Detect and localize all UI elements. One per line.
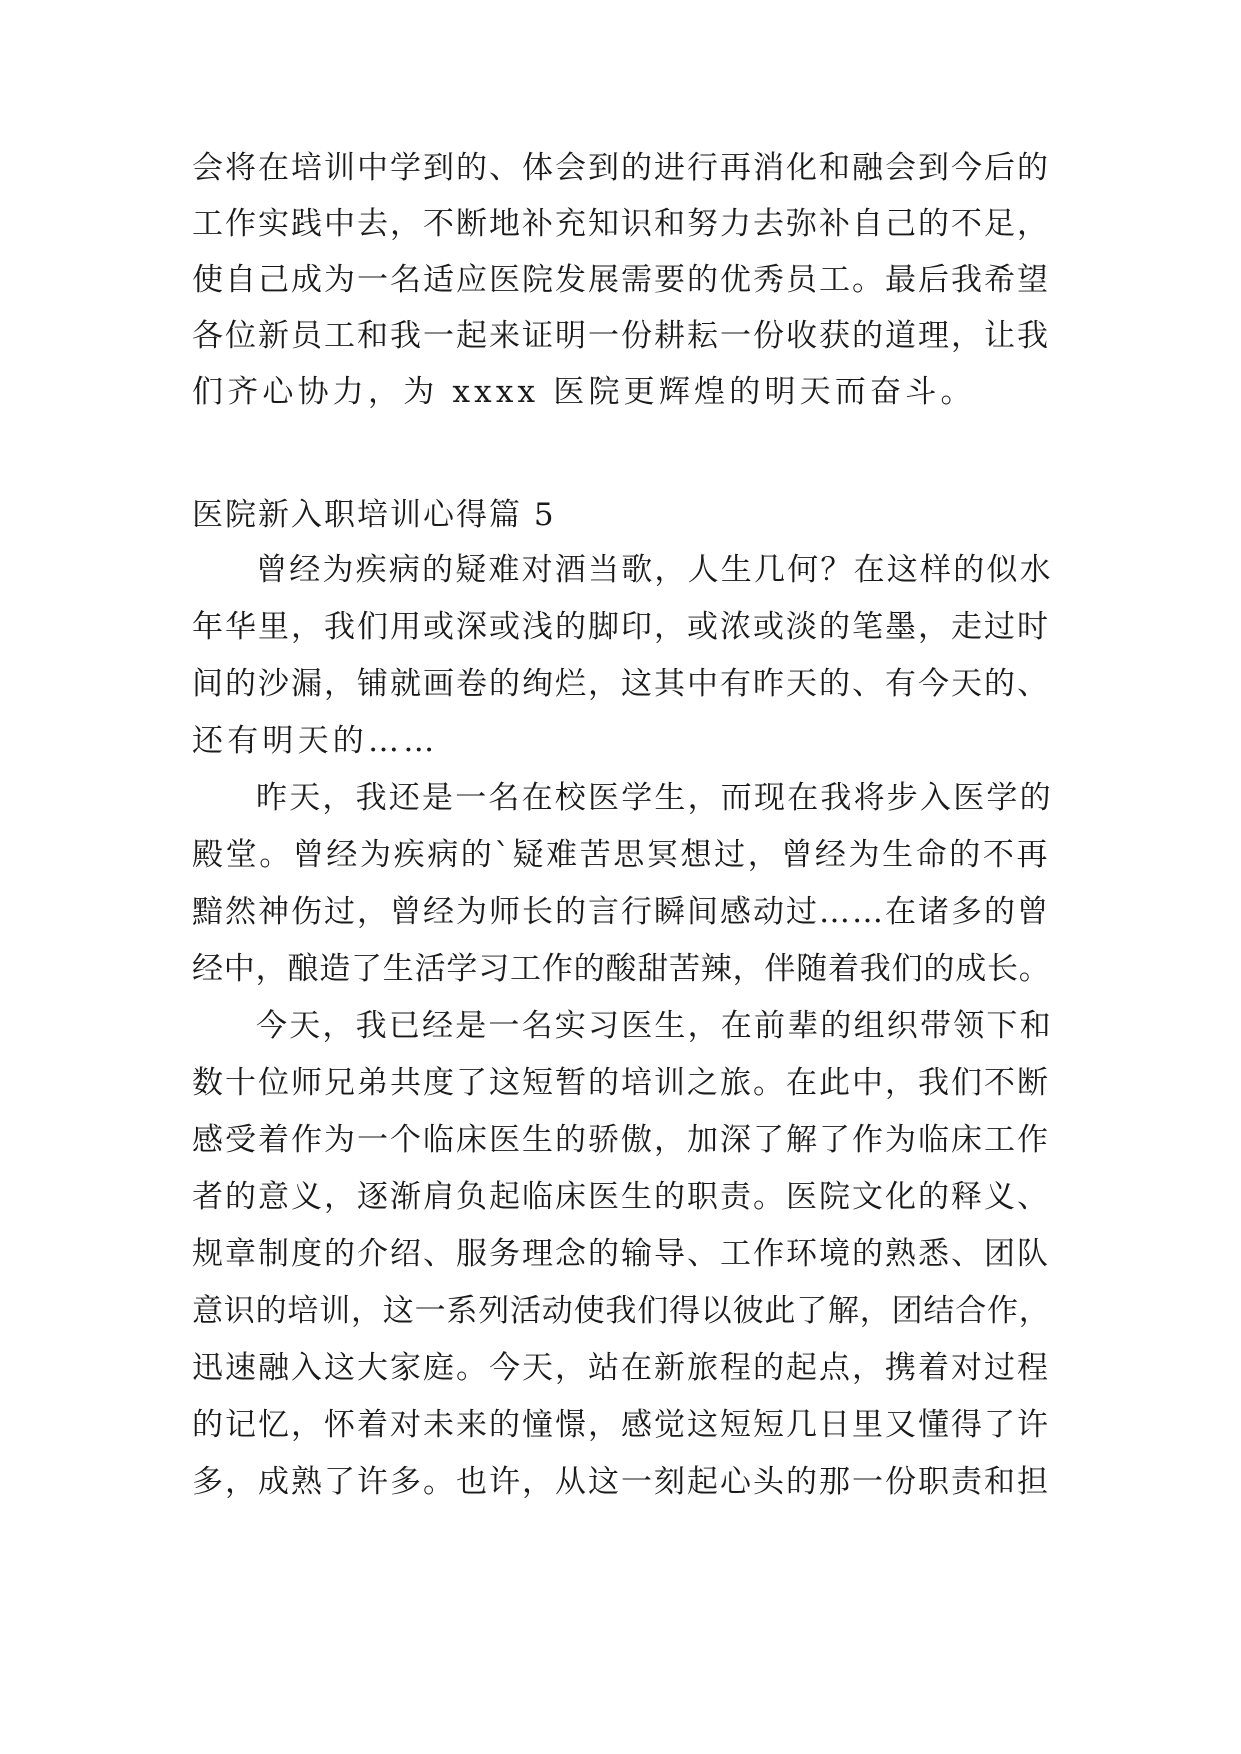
paragraph-line: 多，成熟了许多。也许，从这一刻起心头的那一份职责和担 <box>192 1464 1050 1500</box>
paragraph-line: 迅速融入这大家庭。今天，站在新旅程的起点，携着对过程 <box>192 1350 1050 1386</box>
intro-line: 工作实践中去，不断地补充知识和努力去弥补自己的不足， <box>192 206 1050 242</box>
paragraph-line: 者的意义，逐渐肩负起临床医生的职责。医院文化的释义、 <box>192 1179 1050 1215</box>
paragraph-line: 还有明天的…… <box>192 723 439 759</box>
paragraph-line: 曾经为疾病的疑难对酒当歌，人生几何？在这样的似水 <box>256 552 1053 588</box>
intro-line: 们齐心协力，为 xxxx 医院更辉煌的明天而奋斗。 <box>192 374 976 410</box>
intro-line: 各位新员工和我一起来证明一份耕耘一份收获的道理，让我 <box>192 318 1050 354</box>
intro-line: 使自己成为一名适应医院发展需要的优秀员工。最后我希望 <box>192 262 1050 298</box>
paragraph-line: 殿堂。曾经为疾病的`疑难苦思冥想过，曾经为生命的不再 <box>192 837 1051 873</box>
paragraph-line: 数十位师兄弟共度了这短暂的培训之旅。在此中，我们不断 <box>192 1065 1050 1101</box>
paragraph-line: 规章制度的介绍、服务理念的输导、工作环境的熟悉、团队 <box>192 1236 1050 1272</box>
paragraph-line: 今天，我已经是一名实习医生，在前辈的组织带领下和 <box>256 1008 1053 1044</box>
paragraph-line: 经中，酿造了生活学习工作的酸甜苦辣，伴随着我们的成长。 <box>192 951 1051 987</box>
paragraph-line: 黯然神伤过，曾经为师长的言行瞬间感动过……在诸多的曾 <box>192 894 1050 930</box>
paragraph-line: 意识的培训，这一系列活动使我们得以彼此了解，团结合作， <box>192 1293 1051 1329</box>
section-title: 医院新入职培训心得篇 5 <box>192 497 556 533</box>
paragraph-line: 感受着作为一个临床医生的骄傲，加深了解了作为临床工作 <box>192 1122 1050 1158</box>
paragraph-line: 的记忆，怀着对未来的憧憬，感觉这短短几日里又懂得了许 <box>192 1407 1050 1443</box>
paragraph-line: 年华里，我们用或深或浅的脚印，或浓或淡的笔墨，走过时 <box>192 609 1050 645</box>
paragraph-line: 间的沙漏，铺就画卷的绚烂，这其中有昨天的、有今天的、 <box>192 666 1050 702</box>
paragraph-line: 昨天，我还是一名在校医学生，而现在我将步入医学的 <box>256 780 1053 816</box>
intro-line: 会将在培训中学到的、体会到的进行再消化和融会到今后的 <box>192 150 1050 186</box>
